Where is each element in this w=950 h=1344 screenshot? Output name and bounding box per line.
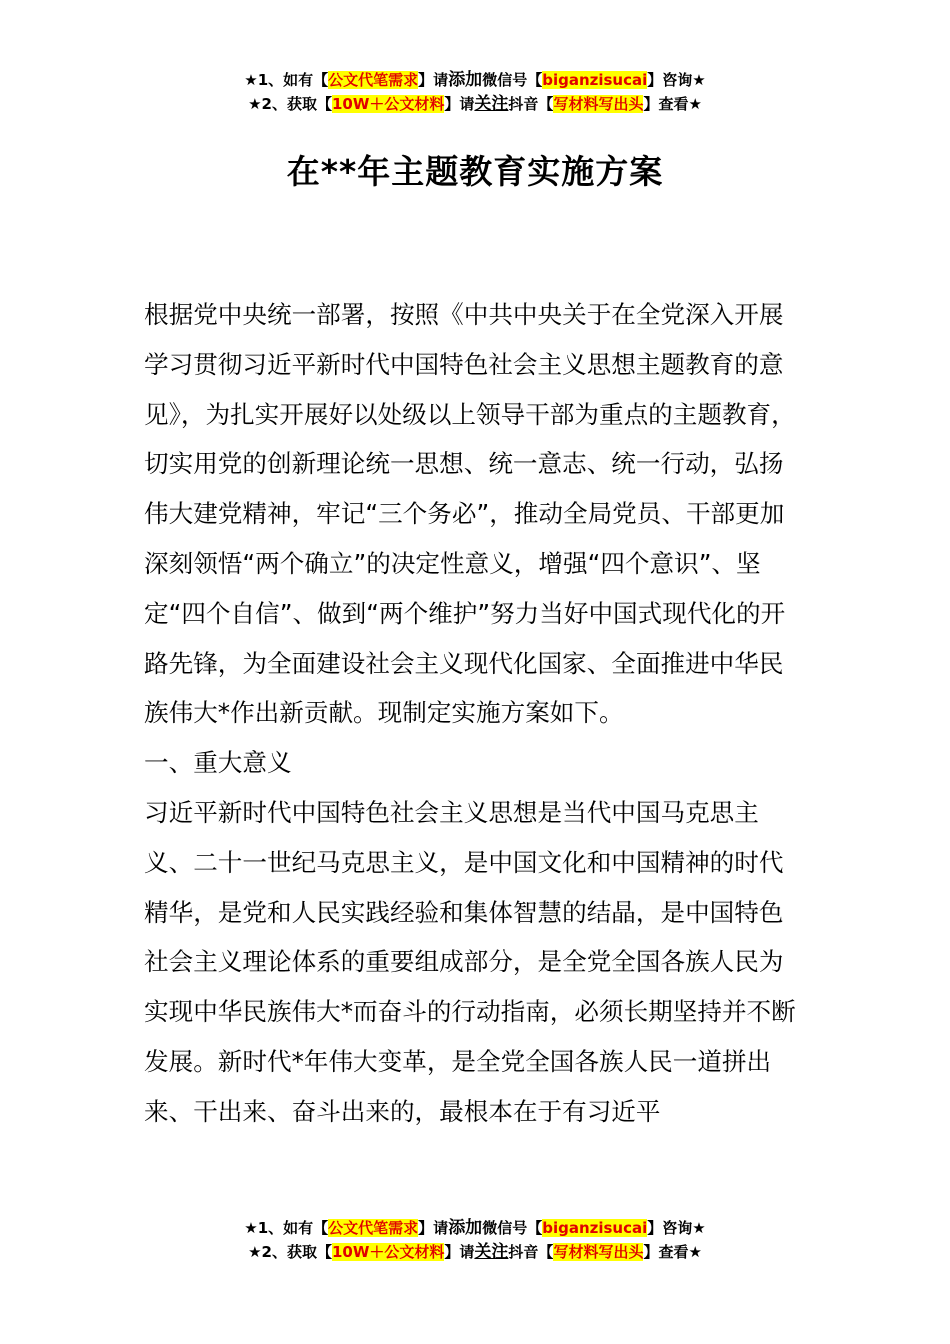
promo-line2-mid2: 抖音【: [508, 95, 554, 113]
promo-line1-mid2: 微信号【: [482, 1219, 543, 1237]
promo-line1-highlight-service: 公文代笔需求: [328, 1219, 419, 1237]
promo-line2-mid1: 】请: [444, 1243, 475, 1261]
document-title: 在**年主题教育实施方案: [286, 152, 664, 191]
promo-line2-highlight-douyin: 写材料写出头: [553, 1243, 644, 1261]
promo-line-1: [0, 68, 950, 92]
promo-line1-mid1: 】请: [418, 71, 449, 89]
promo-line1-suffix: 】咨询★: [647, 71, 706, 89]
promo-line1-highlight-wechat: biganzisucai: [542, 71, 648, 89]
promo-line1-highlight-wechat: biganzisucai: [542, 1219, 648, 1237]
promo-line2-strong: 关注: [474, 1242, 509, 1262]
promo-line1-highlight-service: 公文代笔需求: [328, 71, 419, 89]
promo-line-1: [0, 1216, 950, 1240]
header-promo-banner: [0, 68, 950, 116]
promo-line2-highlight-materials: 10W＋公文材料: [331, 95, 445, 113]
promo-line2-mid1: 】请: [444, 95, 475, 113]
promo-line1-prefix: ★1、如有【: [244, 1219, 329, 1237]
body-paragraph-intro: 根据党中央统一部署，按照《中共中央关于在全党深入开展学习贯彻习近平新时代中国特色社会主义思想主题教育的意见》，为扎实开展好以处级以上领导干部为重点的主题教育，切实用党的创新理论统一思想、统一意志、统一行动，弘扬伟大建党精神，牢记“三个务必”，推动全局党员、干部更加深刻领悟“两个确立”的决定性意义，增强“四个意识”、坚定“四个自信”、做到“两个维护”努力当好中国式现代化的开路先锋，为全面建设社会主义现代化国家、全面推进中华民族伟大*作出新贡献。现制定实施方案如下。: [144, 300, 796, 728]
promo-line2-highlight-douyin: 写材料写出头: [553, 95, 644, 113]
promo-line2-strong: 关注: [474, 94, 509, 114]
promo-line2-suffix: 】查看★: [643, 1243, 702, 1261]
promo-line1-prefix: ★1、如有【: [244, 71, 329, 89]
promo-line-2: [0, 92, 950, 116]
promo-line2-highlight-materials: 10W＋公文材料: [331, 1243, 445, 1261]
promo-line1-mid2: 微信号【: [482, 71, 543, 89]
promo-line1-strong: 添加: [448, 70, 483, 90]
footer-promo-banner: [0, 1216, 950, 1264]
promo-line2-suffix: 】查看★: [643, 95, 702, 113]
body-paragraph-significance: 习近平新时代中国特色社会主义思想是当代中国马克思主义、二十一世纪马克思主义，是中国文化和中国精神的时代精华，是党和人民实践经验和集体智慧的结晶，是中国特色社会主义理论体系的重要组成部分，是全党全国各族人民为实现中华民族伟大*而奋斗的行动指南，必须长期坚持并不断发展。新时代*年伟大变革，是全党全国各族人民一道拼出来、干出来、奋斗出来的，最根本在于有习近平: [144, 797, 796, 1126]
section-heading-significance: 一、重大意义: [144, 748, 292, 778]
promo-line1-strong: 添加: [448, 1218, 483, 1238]
promo-line2-prefix: ★2、获取【: [248, 95, 332, 113]
document-body: [144, 290, 808, 1137]
promo-line1-suffix: 】咨询★: [647, 1219, 706, 1237]
promo-line-2: [0, 1240, 950, 1264]
promo-line2-mid2: 抖音【: [508, 1243, 554, 1261]
promo-line1-mid1: 】请: [418, 1219, 449, 1237]
promo-line2-prefix: ★2、获取【: [248, 1243, 332, 1261]
